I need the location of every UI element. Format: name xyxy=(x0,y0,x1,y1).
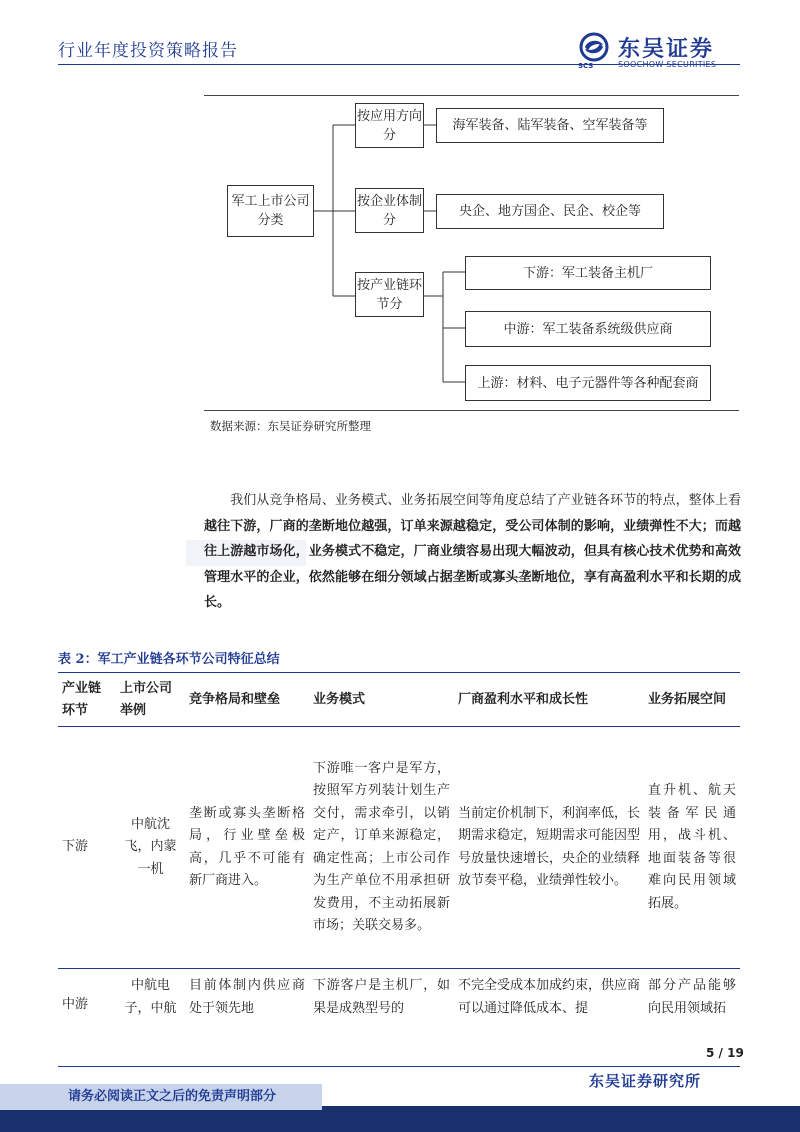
table-cell: 当前定价机制下，利润率低，长期需求稳定，短期需求可能因型号放量快速增长，央企的业绩释放节奏平稳，业绩弹性较小。 xyxy=(454,727,644,969)
diagram-root-node: 军工上市公司分类 xyxy=(227,185,314,237)
col-header-companies: 上市公司举例 xyxy=(116,674,185,727)
footer-disclaimer: 请务必阅读正文之后的免责声明部分 xyxy=(0,1084,322,1110)
table-cell: 中航沈飞，内蒙一机 xyxy=(116,727,185,969)
industry-chain-table xyxy=(58,674,740,1039)
table-cell: 直升机、航天装备军民通用，战斗机、地面装备等很难向民用领域拓展。 xyxy=(644,727,740,969)
table-header-row xyxy=(58,674,740,727)
diagram-leaf-ownership: 央企、地方国企、民企、校企等 xyxy=(436,194,664,229)
table-cell: 下游客户是主机厂，如果是成熟型号的 xyxy=(313,978,450,1016)
table-cell: 中航电子，中航 xyxy=(124,978,177,1016)
table-top-rule xyxy=(58,672,740,673)
diagram-branch-industry-chain: 按产业链环节分 xyxy=(355,272,424,317)
table-cell: 目前体制内供应商处于领先地 xyxy=(189,978,305,1016)
footer-divider xyxy=(58,1066,740,1067)
page-number: 5 / 19 xyxy=(706,1046,744,1060)
col-header-business-model: 业务模式 xyxy=(309,674,454,727)
diagram-leaf-downstream: 下游：军工装备主机厂 xyxy=(465,256,711,290)
diagram-branch-ownership: 按企业体制分 xyxy=(355,188,424,233)
paragraph-emphasis: 越往下游，厂商的垄断地位越强，订单来源越稳定，受公司体制的影响，业绩弹性不大；而越往上游越市场化，业务模式不稳定，厂商业绩容易出现大幅波动，但具有核心技术优势和高效管理水平的企业，依然能够在细分领域占据垄断或寡头垄断地位，享有高盈利水平和长期的成长。 xyxy=(204,518,741,611)
report-header-title: 行业年度投资策略报告 xyxy=(58,41,238,61)
diagram-leaf-midstream: 中游：军工装备系统级供应商 xyxy=(465,311,711,347)
logo-abbr: SCS xyxy=(578,62,594,70)
table-cell: 垄断或寡头垄断格局，行业壁垒极高，几乎不可能有新厂商进入。 xyxy=(185,727,309,969)
body-paragraph xyxy=(204,488,741,616)
col-header-profitability: 厂商盈利水平和成长性 xyxy=(454,674,644,727)
table-cell: 部分产品能够向民用领域拓 xyxy=(648,978,736,1016)
diagram-leaf-upstream: 上游：材料、电子元器件等各种配套商 xyxy=(465,365,711,401)
diagram-branch-application: 按应用方向分 xyxy=(355,103,424,148)
table-title: 表 2：军工产业链各环节公司特征总结 xyxy=(58,652,280,667)
table-row xyxy=(58,727,740,969)
col-header-chain: 产业链环节 xyxy=(58,674,116,727)
table-cell: 下游唯一客户是军方，按照军方列装计划生产交付，需求牵引，以销定产，订单来源稳定，确定性高；上市公司作为生产单位不用承担研发费用，不主动拓展新市场；关联交易多。 xyxy=(309,727,454,969)
diagram-bottom-rule xyxy=(204,410,739,411)
table-cell: 中游 xyxy=(62,996,89,1012)
col-header-competition: 竞争格局和壁垒 xyxy=(185,674,309,727)
paragraph-intro: 我们从竞争格局、业务模式、业务拓展空间等角度总结了产业链各环节的特点，整体上看 xyxy=(230,493,741,508)
col-header-expansion: 业务拓展空间 xyxy=(644,674,740,727)
diagram-source-note: 数据来源：东吴证券研究所整理 xyxy=(210,419,371,433)
table-row xyxy=(58,969,740,1039)
logo-chinese-name: 东吴证券 xyxy=(618,37,715,62)
footer-organization: 东吴证券研究所 xyxy=(589,1072,702,1090)
table-cell: 下游 xyxy=(58,727,116,969)
logo-english-name: SOOCHOW SECURITIES xyxy=(618,60,717,69)
diagram-leaf-application: 海军装备、陆军装备、空军装备等 xyxy=(436,108,664,143)
table-cell: 不完全受成本加成约束，供应商可以通过降低成本、提 xyxy=(458,978,641,1016)
